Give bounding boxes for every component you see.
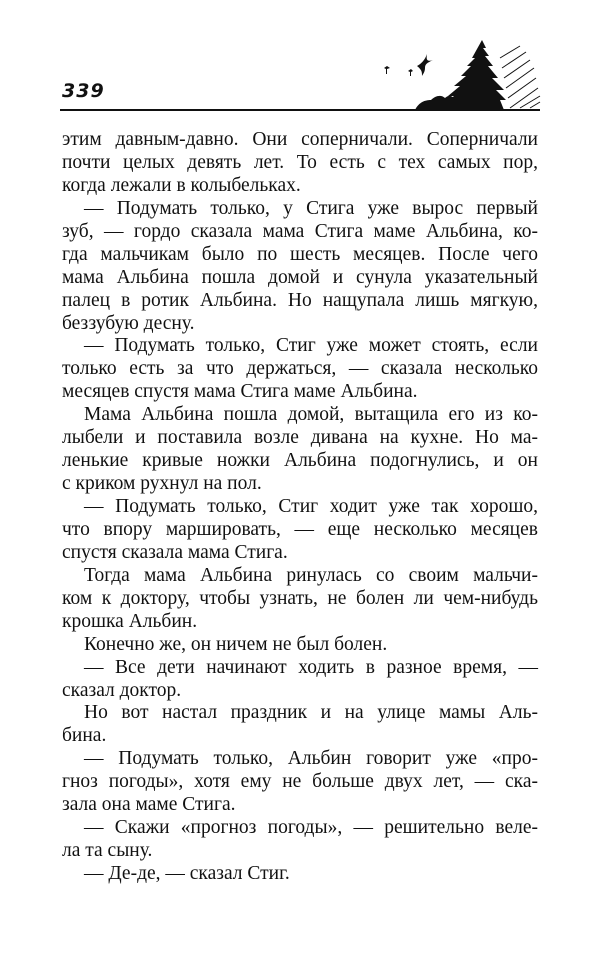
text-line: почти целых девять лет. То есть с тех самых пор,: [62, 151, 538, 173]
paragraph: [62, 748, 538, 817]
text-line: зала она маме Стига.: [62, 794, 236, 816]
paragraph: [62, 404, 538, 496]
text-line: месяцев спустя мама Стига маме Альбина.: [62, 381, 418, 403]
text-line: — Подумать только, у Стига уже вырос первый: [84, 197, 538, 219]
tree-and-birds-illustration-icon: [370, 38, 542, 110]
body-text: [62, 129, 538, 886]
text-line: Но вот настал праздник и на улице мамы Аль-: [84, 702, 538, 724]
text-line: сказал доктор.: [62, 679, 182, 701]
text-line: крошка Альбин.: [62, 610, 198, 632]
paragraph: [62, 565, 538, 634]
paragraph: [62, 198, 538, 336]
text-line: ла та сыну.: [62, 840, 153, 862]
paragraph: [62, 657, 538, 703]
text-line: Тогда мама Альбина ринулась со своим мальчи-: [84, 564, 538, 586]
text-line: палец в ротик Альбина. Но нащупала лишь мягкую,: [62, 289, 538, 311]
paragraph: [62, 335, 538, 404]
text-line: — Подумать только, Стиг ходит уже так хорошо,: [84, 496, 538, 517]
paragraph: [62, 496, 538, 565]
text-line: зуб, — гордо сказала мама Стига маме Альбина, ко-: [62, 220, 538, 242]
text-line: ленькие кривые ножки Альбина подогнулись, и он: [62, 450, 538, 472]
text-line: бина.: [62, 725, 107, 747]
text-line: когда лежали в колыбельках.: [62, 174, 301, 196]
paragraph: [62, 634, 538, 657]
paragraph: [62, 863, 538, 886]
paragraph: [62, 129, 538, 198]
paragraph: [62, 817, 538, 863]
text-line: лыбели и поставила возле дивана на кухне. Но ма-: [62, 427, 538, 449]
text-line: мама Альбина пошла домой и сунула указательный: [62, 266, 538, 288]
text-line: Конечно же, он ничем не был болен.: [84, 633, 388, 655]
text-line: Мама Альбина пошла домой, вытащила его из ко-: [84, 404, 538, 426]
text-line: гда мальчикам было по шесть месяцев. После чего: [62, 243, 538, 265]
text-line: гноз погоды», хотя ему не больше двух лет, — ска-: [62, 771, 538, 793]
text-line: только есть за что держаться, — сказала несколько: [62, 358, 538, 380]
text-line: что впору маршировать, — еще несколько месяцев: [62, 518, 538, 540]
text-line: ком к доктору, чтобы узнать, не болен ли чем-нибудь: [62, 587, 538, 609]
text-line: беззубую десну.: [62, 312, 195, 334]
text-line: — Скажи «прогноз погоды», — решительно веле-: [84, 817, 538, 839]
text-line: этим давным-давно. Они соперничали. Соперничали: [62, 129, 538, 150]
text-line: — Подумать только, Альбин говорит уже «про-: [84, 748, 538, 770]
paragraph: [62, 702, 538, 748]
text-line: — Де-де, — сказал Стиг.: [84, 863, 290, 884]
text-line: спустя сказала мама Стига.: [62, 541, 288, 563]
page-number: 339: [62, 80, 105, 102]
text-line: — Подумать только, Стиг уже может стоять, если: [84, 335, 538, 357]
text-line: с криком рухнул на пол.: [62, 473, 262, 495]
text-line: — Все дети начинают ходить в разное время, —: [84, 656, 538, 678]
